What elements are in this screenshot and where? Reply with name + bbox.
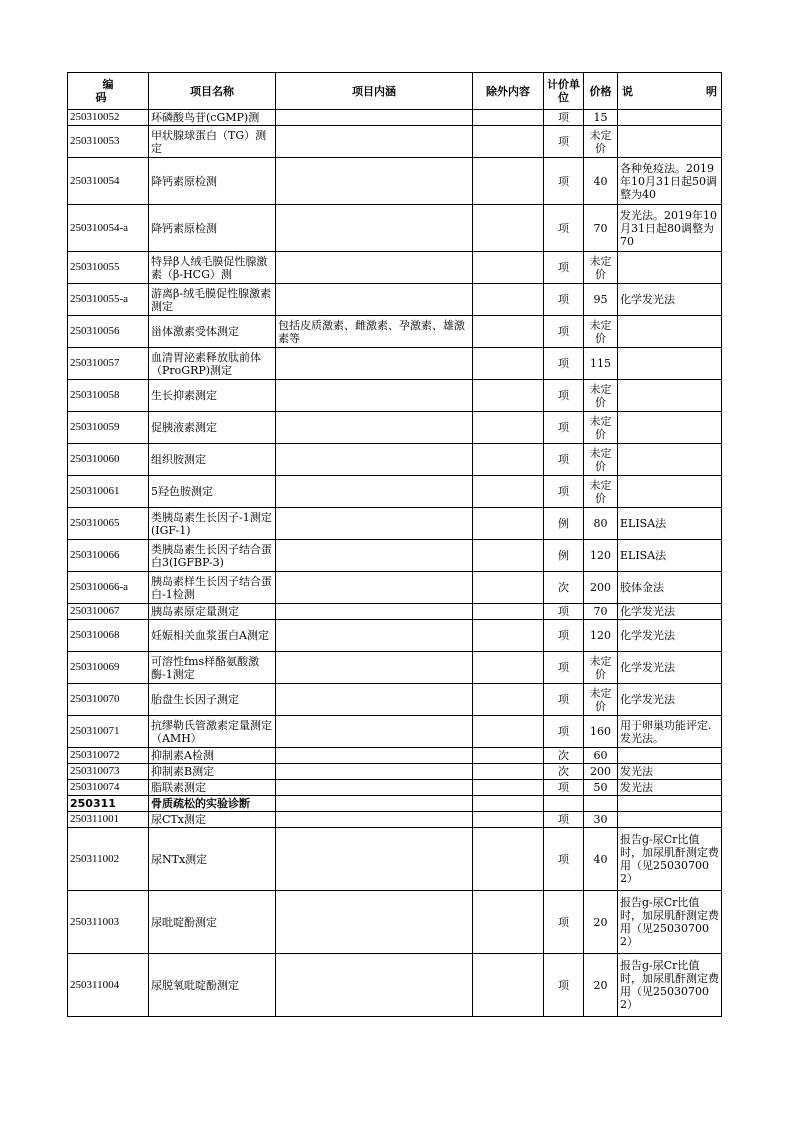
cell-code: 250311003	[68, 891, 149, 954]
cell-code: 250310066-a	[68, 572, 149, 604]
table-row	[68, 284, 722, 316]
cell-unit: 项	[544, 380, 584, 412]
cell-excluded	[473, 716, 544, 748]
cell-code: 250310070	[68, 684, 149, 716]
cell-excluded	[473, 412, 544, 444]
cell-content	[276, 764, 473, 780]
cell-unit: 次	[544, 572, 584, 604]
cell-content	[276, 412, 473, 444]
header-name: 项目名称	[149, 73, 276, 110]
cell-name: 组织胺测定	[149, 444, 276, 476]
cell-excluded	[473, 444, 544, 476]
cell-price: 70	[584, 205, 618, 252]
price-table	[67, 72, 722, 1017]
header-excluded: 除外内容	[473, 73, 544, 110]
cell-price: 40	[584, 828, 618, 891]
cell-content	[276, 684, 473, 716]
cell-code: 250310074	[68, 780, 149, 796]
cell-note: 化学发光法	[618, 620, 722, 652]
cell-unit: 项	[544, 812, 584, 828]
cell-excluded	[473, 316, 544, 348]
cell-name: 环磷酸鸟苷(cGMP)测	[149, 110, 276, 126]
cell-unit: 项	[544, 252, 584, 284]
cell-note: 各种免疫法。2019年10月31日起50调整为40	[618, 158, 722, 205]
cell-price: 未定价	[584, 652, 618, 684]
cell-content	[276, 604, 473, 620]
table-row	[68, 764, 722, 780]
cell-code: 250311001	[68, 812, 149, 828]
cell-note	[618, 444, 722, 476]
table-row	[68, 540, 722, 572]
cell-code: 250310055-a	[68, 284, 149, 316]
cell-content	[276, 796, 473, 812]
header-code: 编 码	[68, 73, 149, 110]
table-row	[68, 572, 722, 604]
cell-content	[276, 110, 473, 126]
cell-unit: 项	[544, 205, 584, 252]
cell-unit: 项	[544, 891, 584, 954]
cell-code: 250310059	[68, 412, 149, 444]
cell-excluded	[473, 780, 544, 796]
cell-name: 胎盘生长因子测定	[149, 684, 276, 716]
cell-price: 60	[584, 748, 618, 764]
cell-content	[276, 620, 473, 652]
table-row	[68, 444, 722, 476]
cell-excluded	[473, 684, 544, 716]
cell-code: 250310052	[68, 110, 149, 126]
cell-price: 20	[584, 891, 618, 954]
cell-code: 250310054-a	[68, 205, 149, 252]
cell-unit	[544, 796, 584, 812]
cell-unit: 次	[544, 748, 584, 764]
cell-excluded	[473, 158, 544, 205]
cell-unit: 项	[544, 828, 584, 891]
header-unit: 计价单位	[544, 73, 584, 110]
cell-price: 未定价	[584, 252, 618, 284]
cell-excluded	[473, 284, 544, 316]
cell-content	[276, 508, 473, 540]
cell-note: 胶体金法	[618, 572, 722, 604]
cell-excluded	[473, 796, 544, 812]
cell-name: 尿CTx测定	[149, 812, 276, 828]
cell-price: 未定价	[584, 412, 618, 444]
table-row	[68, 252, 722, 284]
cell-price: 200	[584, 572, 618, 604]
table-row	[68, 652, 722, 684]
cell-name: 降钙素原检测	[149, 158, 276, 205]
cell-unit: 项	[544, 110, 584, 126]
cell-unit: 项	[544, 780, 584, 796]
cell-excluded	[473, 348, 544, 380]
cell-code: 250310053	[68, 126, 149, 158]
cell-content	[276, 652, 473, 684]
cell-name: 甲状腺球蛋白（TG）测定	[149, 126, 276, 158]
table-row	[68, 828, 722, 891]
cell-code: 250310066	[68, 540, 149, 572]
cell-unit: 例	[544, 540, 584, 572]
cell-unit: 项	[544, 284, 584, 316]
cell-name: 尿NTx测定	[149, 828, 276, 891]
cell-note	[618, 412, 722, 444]
cell-name: 胰岛素原定量测定	[149, 604, 276, 620]
cell-note	[618, 252, 722, 284]
cell-content	[276, 476, 473, 508]
cell-code: 250310054	[68, 158, 149, 205]
table-row	[68, 476, 722, 508]
table-row	[68, 604, 722, 620]
cell-name: 类胰岛素生长因子结合蛋白3(IGFBP-3)	[149, 540, 276, 572]
table-row	[68, 110, 722, 126]
cell-note	[618, 476, 722, 508]
cell-name: 甾体激素受体测定	[149, 316, 276, 348]
cell-content	[276, 891, 473, 954]
cell-unit: 项	[544, 444, 584, 476]
table-row	[68, 205, 722, 252]
cell-price: 40	[584, 158, 618, 205]
table-row	[68, 748, 722, 764]
cell-excluded	[473, 252, 544, 284]
cell-name: 5羟色胺测定	[149, 476, 276, 508]
cell-excluded	[473, 380, 544, 412]
cell-name: 脂联素测定	[149, 780, 276, 796]
section-row	[68, 796, 722, 812]
cell-name: 类胰岛素生长因子-1测定(IGF-1)	[149, 508, 276, 540]
cell-code: 250310061	[68, 476, 149, 508]
cell-excluded	[473, 828, 544, 891]
cell-code: 250310072	[68, 748, 149, 764]
cell-excluded	[473, 891, 544, 954]
table-row	[68, 716, 722, 748]
cell-note	[618, 748, 722, 764]
cell-content	[276, 780, 473, 796]
cell-excluded	[473, 748, 544, 764]
cell-price	[584, 796, 618, 812]
header-note-right: 明	[706, 84, 717, 98]
cell-name: 妊娠相关血浆蛋白A测定	[149, 620, 276, 652]
cell-price: 50	[584, 780, 618, 796]
cell-note: 报告g-尿Cr比值时，加尿肌酐测定费用（见250307002）	[618, 954, 722, 1017]
cell-name: 游离β-绒毛膜促性腺激素测定	[149, 284, 276, 316]
cell-code: 250310055	[68, 252, 149, 284]
cell-note: 化学发光法	[618, 604, 722, 620]
cell-price: 15	[584, 110, 618, 126]
cell-note	[618, 126, 722, 158]
cell-name: 抗缪勒氏管激素定量测定（AMH）	[149, 716, 276, 748]
cell-note: 发光法	[618, 780, 722, 796]
cell-content	[276, 540, 473, 572]
table-row	[68, 126, 722, 158]
cell-price: 未定价	[584, 126, 618, 158]
cell-price: 30	[584, 812, 618, 828]
cell-name: 胰岛素样生长因子结合蛋白-1检测	[149, 572, 276, 604]
cell-note	[618, 812, 722, 828]
cell-note: 报告g-尿Cr比值时，加尿肌酐测定费用（见250307002）	[618, 828, 722, 891]
cell-excluded	[473, 764, 544, 780]
cell-note	[618, 316, 722, 348]
cell-unit: 项	[544, 158, 584, 205]
cell-note: 化学发光法	[618, 652, 722, 684]
cell-note: 用于卵巢功能评定.发光法。	[618, 716, 722, 748]
cell-code: 250310058	[68, 380, 149, 412]
table-row	[68, 684, 722, 716]
cell-unit: 例	[544, 508, 584, 540]
header-row	[68, 73, 722, 110]
cell-code: 250311004	[68, 954, 149, 1017]
cell-note: 化学发光法	[618, 684, 722, 716]
cell-note: ELISA法	[618, 540, 722, 572]
cell-excluded	[473, 126, 544, 158]
cell-note	[618, 380, 722, 412]
table-row	[68, 891, 722, 954]
header-note-left: 说	[622, 84, 633, 98]
table-row	[68, 348, 722, 380]
cell-price: 120	[584, 620, 618, 652]
cell-price: 115	[584, 348, 618, 380]
cell-excluded	[473, 954, 544, 1017]
cell-price: 160	[584, 716, 618, 748]
cell-price: 80	[584, 508, 618, 540]
cell-price: 70	[584, 604, 618, 620]
table-row	[68, 380, 722, 412]
cell-content	[276, 380, 473, 412]
cell-content	[276, 828, 473, 891]
cell-name: 尿吡啶酚测定	[149, 891, 276, 954]
table-row	[68, 780, 722, 796]
cell-content	[276, 444, 473, 476]
cell-note	[618, 110, 722, 126]
cell-content	[276, 572, 473, 604]
cell-name: 生长抑素测定	[149, 380, 276, 412]
cell-name: 降钙素原检测	[149, 205, 276, 252]
table-row	[68, 954, 722, 1017]
cell-code: 250310057	[68, 348, 149, 380]
cell-code: 250310060	[68, 444, 149, 476]
cell-excluded	[473, 540, 544, 572]
cell-content	[276, 812, 473, 828]
cell-unit: 项	[544, 348, 584, 380]
cell-price: 未定价	[584, 476, 618, 508]
cell-price: 200	[584, 764, 618, 780]
cell-code: 250310067	[68, 604, 149, 620]
cell-price: 120	[584, 540, 618, 572]
cell-name: 可溶性fms样酪氨酸激酶-1测定	[149, 652, 276, 684]
table-row	[68, 812, 722, 828]
cell-unit: 项	[544, 412, 584, 444]
cell-note	[618, 348, 722, 380]
header-content: 项目内涵	[276, 73, 473, 110]
header-note	[618, 73, 722, 110]
table-row	[68, 316, 722, 348]
cell-excluded	[473, 508, 544, 540]
cell-price: 20	[584, 954, 618, 1017]
cell-name: 骨质疏松的实验诊断	[149, 796, 276, 812]
table-row	[68, 620, 722, 652]
cell-name: 抑制素A检测	[149, 748, 276, 764]
cell-note: 报告g-尿Cr比值时，加尿肌酐测定费用（见250307002）	[618, 891, 722, 954]
cell-content	[276, 716, 473, 748]
cell-code: 250310065	[68, 508, 149, 540]
cell-content	[276, 748, 473, 764]
cell-unit: 次	[544, 764, 584, 780]
cell-content	[276, 126, 473, 158]
cell-name: 抑制素B测定	[149, 764, 276, 780]
table-row	[68, 412, 722, 444]
cell-note	[618, 796, 722, 812]
cell-name: 特异β人绒毛膜促性腺激素（β-HCG）测	[149, 252, 276, 284]
cell-code: 250310056	[68, 316, 149, 348]
cell-note: 化学发光法	[618, 284, 722, 316]
cell-unit: 项	[544, 716, 584, 748]
cell-unit: 项	[544, 126, 584, 158]
cell-code: 250310073	[68, 764, 149, 780]
cell-note: 发光法。2019年10月31日起80调整为70	[618, 205, 722, 252]
cell-name: 尿脱氧吡啶酚测定	[149, 954, 276, 1017]
cell-unit: 项	[544, 476, 584, 508]
cell-code: 250311	[68, 796, 149, 812]
cell-unit: 项	[544, 604, 584, 620]
cell-note: 发光法	[618, 764, 722, 780]
cell-content	[276, 284, 473, 316]
cell-unit: 项	[544, 652, 584, 684]
cell-note: ELISA法	[618, 508, 722, 540]
cell-price: 未定价	[584, 684, 618, 716]
cell-content	[276, 205, 473, 252]
cell-content	[276, 348, 473, 380]
cell-code: 250310068	[68, 620, 149, 652]
cell-unit: 项	[544, 316, 584, 348]
header-price: 价格	[584, 73, 618, 110]
cell-content	[276, 252, 473, 284]
cell-unit: 项	[544, 620, 584, 652]
table-row	[68, 158, 722, 205]
cell-content	[276, 158, 473, 205]
cell-price: 95	[584, 284, 618, 316]
cell-excluded	[473, 110, 544, 126]
cell-content: 包括皮质激素、雌激素、孕激素、雄激素等	[276, 316, 473, 348]
cell-price: 未定价	[584, 380, 618, 412]
table-row	[68, 508, 722, 540]
cell-code: 250311002	[68, 828, 149, 891]
cell-excluded	[473, 652, 544, 684]
cell-excluded	[473, 604, 544, 620]
cell-name: 血清胃泌素释放肽前体（ProGRP)测定	[149, 348, 276, 380]
cell-excluded	[473, 476, 544, 508]
cell-unit: 项	[544, 684, 584, 716]
cell-excluded	[473, 620, 544, 652]
cell-price: 未定价	[584, 444, 618, 476]
cell-excluded	[473, 572, 544, 604]
cell-unit: 项	[544, 954, 584, 1017]
cell-code: 250310071	[68, 716, 149, 748]
cell-name: 促胰液素测定	[149, 412, 276, 444]
cell-content	[276, 954, 473, 1017]
cell-code: 250310069	[68, 652, 149, 684]
cell-price: 未定价	[584, 316, 618, 348]
cell-excluded	[473, 205, 544, 252]
cell-excluded	[473, 812, 544, 828]
